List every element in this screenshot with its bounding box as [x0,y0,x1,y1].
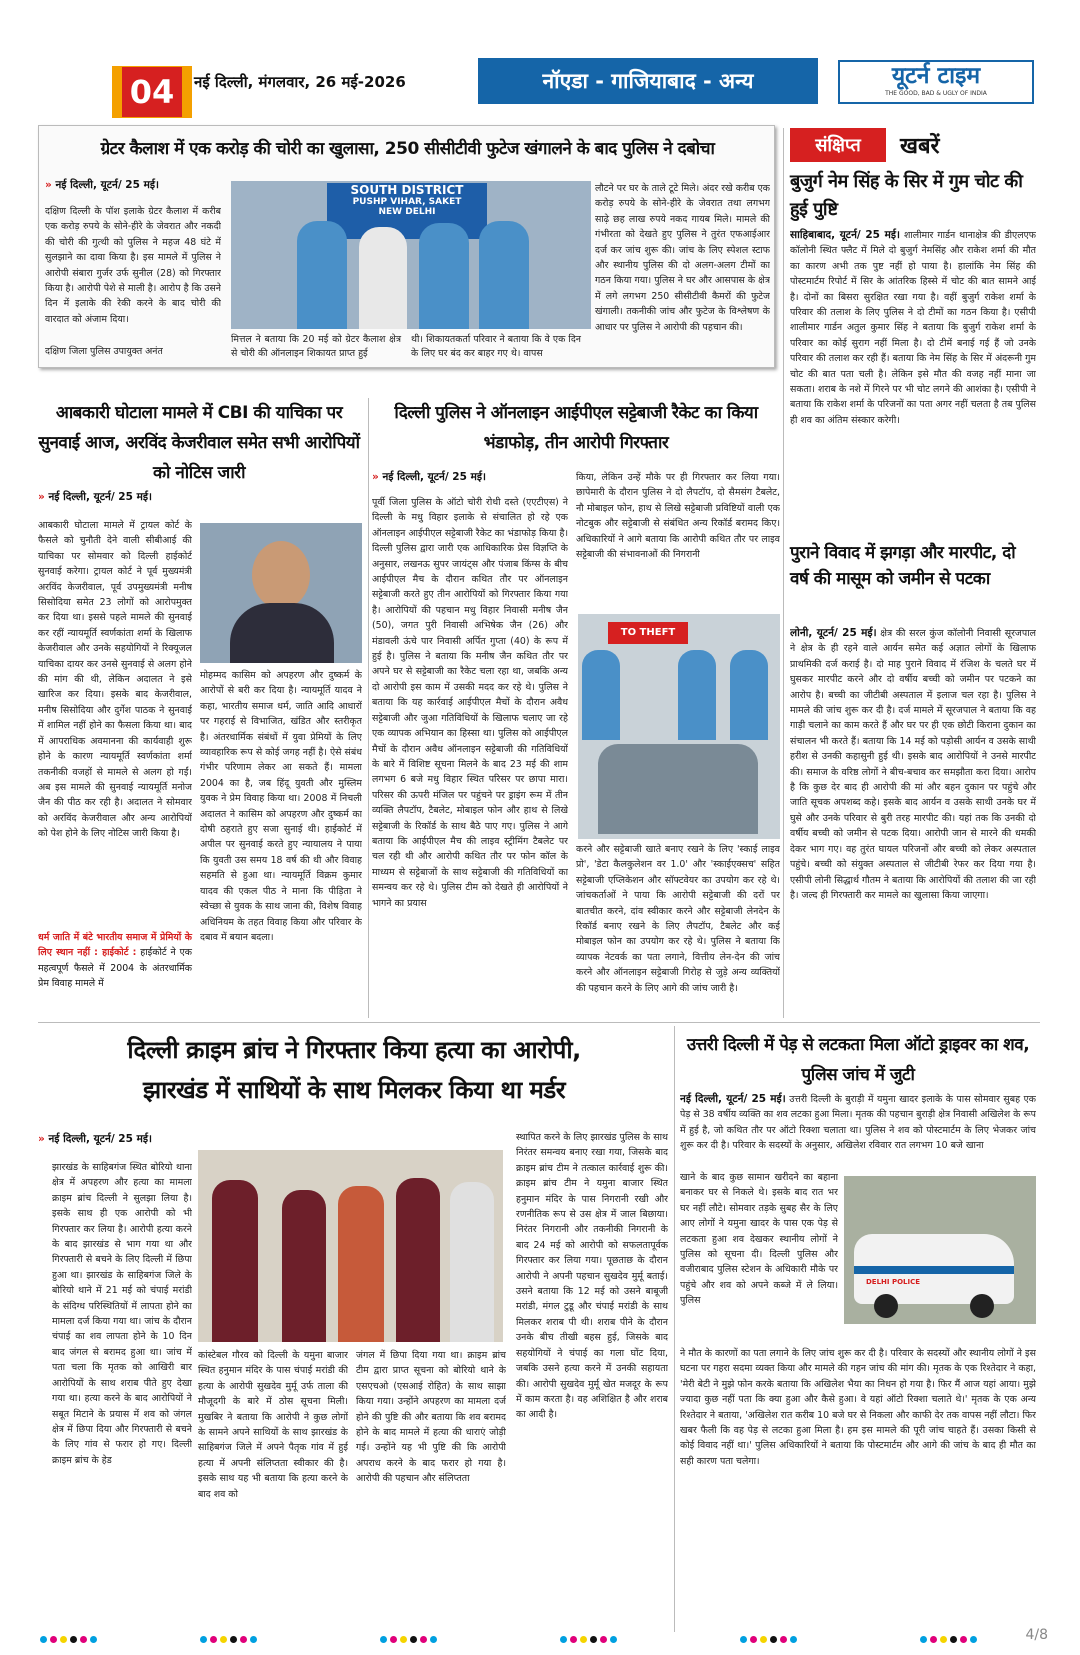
story2-headline: आबकारी घोटाला मामले में CBI की याचिका पर सुनवाई आज, अरविंद केजरीवाल समेत सभी आरोपियों को नोटिस जारी [38,403,360,483]
officer-figure-4 [450,1182,494,1342]
brief1-headline: बुजुर्ग नेम सिंह के सिर में गुम चोट की हुई पुष्टि [790,171,1023,220]
story1-caption-b: थी। शिकायतकर्ता परिवार ने बताया कि वे एक दिन के लिए घर बंद कर बाहर गए थे। वापस [411,334,581,359]
portrait-body [230,603,334,663]
story1-photo [231,181,591,329]
registration-marks [380,1636,437,1643]
story2-subhead: धर्म जाति में बंटे भारतीय समाज में प्रेमियों के लिए स्थान नहीं : हाईकोर्ट : [38,932,192,959]
story1-byline-text: नई दिल्ली, यूटर्न/ 25 मई। [55,179,159,191]
story2-sub [38,930,192,992]
photo-sign-text: SOUTH DISTRICT [350,183,464,197]
story3-byline [372,470,486,484]
officer-figure-1 [582,650,620,740]
story4-byline [38,1132,152,1146]
brief-label-black: खबरें [900,134,940,159]
officer-figure-2 [419,223,469,329]
story3-col1: पूर्वी जिला पुलिस के ऑटो चोरी रोधी दस्ते (एएटीएस) ने दिल्ली के मधु विहार इलाके से संचालित हो रहे एक ऑनलाइन आईपीएल सट्टेबाजी रैकेट का भंडाफोड़ किया है। दिल्ली पुलिस द्वारा जारी एक आधिकारिक प्रेस विज्ञप्ति के अनुसार, लखनऊ सुपर जायंट्स और पंजाब किंग्स के बीच आईपीएल मैच के दौरान कथित तौर पर ऑनलाइन सट्टेबाजी करते हुए तीन आरोपियों को गिरफ्तार किया गया है। आरोपियों की पहचान मधु विहार निवासी मनीष जैन (50), जगत पुरी निवासी अभिषेक जैन (26) और मंडावली ऊंचे पार निवासी अर्पित गुप्ता (40) के रूप में हुई है। पुलिस ने बताया कि मनीष जैन कथित तौर पर अपने घर से सट्टेबाजी का रैकेट चला रहा था, जबकि अन्य दो आरोपी इस काम में उसकी मदद कर रहे थे। पुलिस ने बताया कि यह कार्रवाई आईपीएल मैचों के दौरान अवैध सट्टेबाजी और जुआ गतिविधियों के खिलाफ चलाए जा रहे एक व्यापक अभियान का हिस्सा था। पुलिस को आईपीएल मैचों के दौरान अवैध ऑनलाइन सट्टेबाजी की गतिविधियों के बारे में विशिष्ट सूचना मिलने के बाद 23 मई की शाम लगभग 6 बजे मधु विहार स्थित परिसर पर छापा मारा। परिसर की ऊपरी मंजिल पर पहुंचने पर ड्राइंग रूम में तीन व्यक्ति लैपटॉप, टैबलेट, मोबाइल फोन और हाथ से लिखे सट्टेबाजी के रिकॉर्ड के साथ बैठे पाए गए। पुलिस ने आगे बताया कि आईपीएल मैच की लाइव स्ट्रीमिंग टैबलेट पर चल रही थी और आरोपी कथित तौर पर फोन कॉल के माध्यम से सट्टेबाजों के साथ सट्टेबाजी की गतिविधियों का समन्वय कर रहे थे। पुलिस टीम को देखते ही आरोपियों ने भागने का प्रयास [372,497,568,909]
story2-subbody: हाईकोर्ट ने एक महत्वपूर्ण फैसले में 2004 के अंतरधार्मिक प्रेम विवाह मामले में [38,947,192,990]
page-header [38,52,1040,112]
photo-banner: TO THEFT [608,622,688,644]
car-wheel-2 [970,1294,994,1318]
officer-figure-2 [678,650,716,740]
registration-marks [200,1636,257,1643]
date-line: नई दिल्ली, मंगलवार, 26 मई-2026 [194,73,406,91]
story3-headline: दिल्ली पुलिस ने ऑनलाइन आईपीएल सट्टेबाजी रैकेट का किया भंडाफोड़, तीन आरोपी गिरफ्तार [394,403,758,453]
brief2-body [790,626,1036,1014]
story5-photo [844,1176,1036,1324]
story5-byline: नई दिल्ली, यूटर्न/ 25 मई। [680,1093,786,1105]
story2-divider [368,398,369,1018]
car-label: DELHI POLICE [866,1278,921,1286]
arrow-icon: » [38,1133,49,1145]
section-divider [38,1022,1040,1023]
story4-divider [674,1026,675,1632]
portrait-head [252,541,310,609]
story3-col2b: करने और सट्टेबाजी खाते बनाए रखने के लिए 'स्काई लाइव प्रो', 'डेटा कैलकुलेशन वर 1.0' और 'स्काईएक्सच' सहित सट्टेबाजी एप्लिकेशन और सॉफ्टवेयर का उपयोग कर रहे थे। जांचकर्ताओं ने पाया कि आरोपी सट्टेबाजी की दरों पर बातचीत करने, दांव स्वीकार करने और सट्टेबाजी लेनदेन के रिकॉर्ड बनाए रखने के लिए लैपटॉप, टैबलेट और कई मोबाइल फोन का उपयोग कर रहे थे। पुलिस ने बताया कि व्यापक नेटवर्क का पता लगाने, वित्तीय लेन-देन की जांच करने और ऑनलाइन सट्टेबाजी गिरोह से जुड़े अन्य व्यक्तियों की पहचान करने के लिए आगे की जांच जारी है। [576,844,780,994]
brief-label-red: संक्षिप्त [790,128,886,162]
officer-figure-2 [282,1190,326,1342]
story1-caption-a: मित्तल ने बताया कि 20 मई को ग्रेटर कैलाश क्षेत्र से चोरी की ऑनलाइन शिकायत प्राप्त हुई [231,334,401,359]
brief2-text: क्षेत्र की सरल कुंज कॉलोनी निवासी सूरजपाल ने क्षेत्र के ही रहने वाले आर्यन समेत कई अज्ञात लोगों के खिलाफ प्राथमिकी दर्ज कराई है। दो माह पुराने विवाद में रंजिश के चलते घर में घुसकर मारपीट करने और दो वर्षीय बच्ची को जमीन पर पटकने का आरोप है। बच्ची का जीटीबी अस्पताल में इलाज चल रहा है। पुलिस ने मामले की जांच शुरू कर दी है। दर्ज मामले में सूरजपाल ने बताया कि वह गाड़ी चलाने का काम करते हैं और घर पर ही एक छोटी किराना दुकान का संचालन भी करते हैं। बताया कि 14 मई को पड़ोसी आर्यन व उसके साथी हरीश से उनकी कहासुनी हुई थी। इसके बाद आरोपियों ने उनसे मारपीट की। समाज के वरिष्ठ लोगों ने बीच-बचाव कर समझौता करा दिया। आरोप है कि कुछ देर बाद ही आरोपी की मां और बहन दुकान पर पहुंचे और जाति सूचक अपशब्द कहे। इसके बाद आर्यन व उसके साथी उनके घर में घुसे और उनके परिवार से बुरी तरह मारपीट की। यहां तक कि उनकी दो वर्षीय बच्ची को जमीन से पटक दिया। आरोपी जान से मारने की धमकी देकर भाग गए। वह तुरंत घायल परिजनों और बच्ची को लेकर अस्पताल पहुंचे। बच्ची को संयुक्त अस्पताल से जीटीबी रेफर कर दिया गया है। एसीपी लोनी सिद्धार्थ गौतम ने बताया कि आरोपियों की तलाश की जा रही है। जल्द ही गिरफ्तारी कर मामले का खुलासा किया जाएगा। [790,628,1036,901]
story4-col1: झारखंड के साहिबगंज स्थित बोरियो थाना क्षेत्र में अपहरण और हत्या का मामला क्राइम ब्रांच दिल्ली ने सुलझा लिया है। इसके साथ ही एक आरोपी को भी गिरफ्तार कर लिया है। आरोपी हत्या करने के बाद झारखंड से भाग गया था और गिरफ्तारी से बचने के लिए दिल्ली में छिपा हुआ था। झारखंड के साहिबगंज जिले के बोरियो थाने में 21 मई को चंपाई मरांडी के संदिग्ध परिस्थितियों में लापता होने का मामला दर्ज किया गया था। जांच के दौरान चंपाई का शव लापता होने के 10 दिन बाद जंगल से बरामद हुआ था। जांच में पता चला कि मृतक को आखिरी बार आरोपियों के साथ शराब पीते हुए देखा गया था। हत्या करने के बाद आरोपियों ने सबूत मिटाने के प्रयास में शव को जंगल क्षेत्र में छिपा दिया और गिरफ्तारी से बचने के लिए गांव से फरार हो गए। दिल्ली क्राइम ब्रांच के हेड [52,1162,192,1466]
brief-label [790,128,1036,164]
story4-caption2: जंगल में छिपा दिया गया था। क्राइम ब्रांच टीम द्वारा प्राप्त सूचना को बोरियो थाने के एसएचओ (एसआई रोहित) के साथ साझा किया गया। उन्होंने अपहरण का मामला दर्ज होने की पुष्टि की और बताया कि शव बरामद होने के बाद मामले में हत्या की धाराएं जोड़ी गई। उन्होंने यह भी पुष्टि की कि आरोपी अपराध करने के बाद फरार हो गया है। आरोपी की पहचान और संलिप्तता [356,1350,506,1485]
story2-col2: मोहम्मद कासिम को अपहरण और दुष्कर्म के आरोपों से बरी कर दिया है। न्यायमूर्ति यादव ने कहा, भारतीय समाज धर्म, जाति आदि आधारों पर गहराई से विभाजित, खंडित और स्तरीकृत है। अंतरधार्मिक संबंधों में युवा प्रेमियों के लिए व्यावहारिक रूप से कोई जगह नहीं है। ऐसे संबंध गंभीर परिणाम लेकर आ सकते हैं। मामला 2004 का है, जब हिंदू युवती और मुस्लिम युवक ने प्रेम विवाह किया था। 2008 में निचली अदालत ने कासिम को अपहरण और दुष्कर्म का दोषी ठहराते हुए सजा सुनाई थी। हाईकोर्ट में अपील पर सुनवाई करते हुए न्यायालय ने पाया कि युवती उस समय 18 वर्ष की थी और विवाह सहमति से हुआ था। न्यायमूर्ति विक्रम कुमार यादव की एकल पीठ ने माना कि पीड़िता ने स्वेच्छा से युवक के साथ जाना की, विशेष विवाह अधिनियम के तहत विवाह किया और परिवार के दबाव में बयान बदला। [200,670,362,943]
story4-headline-line1: दिल्ली क्राइम ब्रांच ने गिरफ्तार किया हत्या का आरोपी, [127,1036,581,1064]
story1-col1: दक्षिण दिल्ली के पॉश इलाके ग्रेटर कैलाश में करीब एक करोड़ रुपये के सोने-हीरे के जेवरात और नकदी की चोरी की गुत्थी को पुलिस ने महज 48 घंटे में सुलझाने का दावा किया है। इस मामले में पुलिस ने आरोपी संबारा गुर्जर उर्फ सुनील (28) को गिरफ्तार किया है। आरोपी पेशे से माली है। आरोप है कि उसने दिन में इलाके की रेकी करने के बाद चोरी की वारदात को अंजाम दिया। [45,206,221,325]
photo-sign-text3: NEW DELHI [378,207,436,217]
story5-col-left: खाने के बाद कुछ सामान खरीदने का बहाना बनाकर घर से निकले थे। इसके बाद रात भर घर नहीं लौटे। सोमवार तड़के सुबह सैर के लिए आए लोगों ने यमुना खादर के पास एक पेड़ से लटकता हुआ शव देखकर स्थानीय लोगों ने पुलिस को सूचना दी। दिल्ली पुलिस और वजीराबाद पुलिस स्टेशन के अधिकारी मौके पर पहुंचे और शव को अपने कब्जे में ले लिया। पुलिस [680,1172,838,1307]
brief2-headline: पुराने विवाद में झगड़ा और मारपीट, दो वर्ष की मासूम को जमीन से पटका [790,543,1016,589]
story2-byline [38,490,152,504]
registration-marks [920,1636,977,1643]
section-band: नॉएडा - गाजियाबाद - अन्य [478,58,818,104]
brief1-text: शालीमार गार्डन थानाक्षेत्र की डीएलएफ कॉलोनी स्थित फ्लैट में मिले दो बुजुर्ग नेमसिंह और राकेश शर्मा की मौत का कारण अभी तक पुष्ट नहीं हो पाया है। हालांकि नेम सिंह की पोस्टमार्टम रिपोर्ट में सिर के आंतरिक हिस्से में चोट की बात सामने आई है। दोनों का बिसरा सुरक्षित रखा गया है। वहीं बुजुर्ग राकेश शर्मा के परिवार की तलाश के लिए पुलिस ने दो टीमों का गठन किया है। एसीपी शालीमार गार्डन अतुल कुमार सिंह ने बताया कि बुजुर्ग राकेश शर्मा के परिवार का कोई सुराग नहीं मिला है। दो टीमें बनाई गई हैं जो उनके परिवार की तलाश कर रही हैं। बताया कि नेम सिंह के सिर में अंदरूनी गुम चोट की बात पता चली है। लेकिन इसे मौत की वजह नहीं माना जा सकता। शराब के नशे में गिरने पर भी चोट लगने की आशंका है। एसीपी ने बताया कि राकेश शर्मा के परिजनों का पता अगर नहीं चलता है तब पुलिस ही शव का अंतिम संस्कार करेगी। [790,230,1036,426]
story1-box [38,125,775,368]
registration-marks [560,1636,617,1643]
story2-byline-text: नई दिल्ली, यूटर्न/ 25 मई। [48,491,152,503]
story3-col2: किया, लेकिन उन्हें मौके पर ही गिरफ्तार कर लिया गया। छापेमारी के दौरान पुलिस ने दो लैपटॉप, दो सैमसंग टैबलेट, नौ मोबाइल फोन, हाथ से लिखे सट्टेबाजी प्रविष्टियों वाली एक नोटबुक और सट्टेबाजी से संबंधित अन्य रिकॉर्ड बरामद किए। अधिकारियों ने आगे बताया कि आरोपी कथित तौर पर लाइव सट्टेबाजी की संभावनाओं की निगरानी [576,472,780,561]
kejriwal-photo [200,523,362,663]
accused-figure [338,1186,384,1342]
story3-photo [578,614,780,839]
photo-sign-text2: PUSHP VIHAR, SAKET [352,197,462,207]
story5-tail: ने मौत के कारणों का पता लगाने के लिए जांच शुरू कर दी है। परिवार के सदस्यों और स्थानीय लोगों ने इस घटना पर गहरा सदमा व्यक्त किया और मामले की गहन जांच की मांग की। मृतक के एक रिश्तेदार ने कहा, 'मेरी बेटी ने मुझे फोन करके बताया कि अखिलेश भैया का निधन हो गया है। फिर मैं आज यहां आया। मुझे ज्यादा कुछ नहीं पता कि क्या हुआ और कैसे हुआ। वे यहां ऑटो रिक्शा चलाते थे।' मृतक के एक अन्य रिश्तेदार ने बताया, 'अखिलेश रात करीब 10 बजे घर से निकला और काफी देर तक वापस नहीं लौटा। फिर खबर फैली कि वह पेड़ से लटका हुआ मिला है। हम इस मामले की पूरी जांच चाहते हैं। उसका किसी से कोई विवाद नहीं था।' पुलिस अधिकारियों ने बताया कि पोस्टमार्टम और आगे की जांच के बाद ही मौत का सही कारण पता चलेगा। [680,1348,1036,1467]
registration-marks [40,1636,97,1643]
story1-col3: लौटने पर घर के ताले टूटे मिले। अंदर रखे करीब एक करोड़ रुपये के सोने-हीरे के जेवरात तथा लगभग साढ़े छह लाख रुपये नकद गायब मिले। मामले की गंभीरता को देखते हुए पुलिस ने तुरंत एफआईआर दर्ज कर जांच शुरू की। जांच के लिए स्पेशल स्टाफ और स्थानीय पुलिस की दो अलग-अलग टीमों का गठन किया गया। पुलिस ने घर और आसपास के क्षेत्र में लगे लगभग 250 सीसीटीवी कैमरों की फुटेज खंगाली। तकनीकी जांच और फुटेज के विश्लेषण के आधार पर पुलिस ने आरोपी की पहचान की। [595,183,770,333]
accused-row [598,744,758,834]
arrow-icon: » [372,471,383,483]
story5-lead-text: उत्तरी दिल्ली के बुराड़ी में यमुना खादर इलाके के पास सोमवार सुबह एक पेड़ से 38 वर्षीय व्यक्ति का शव लटका हुआ मिला। मृतक की पहचान बुराड़ी क्षेत्र निवासी अखिलेश के रूप में हुई है, जो कथित तौर पर ऑटो रिक्शा चलाता था। पुलिस ने शव को पोस्टमार्टम के लिए भेजकर जांच शुरू कर दी है। परिवार के सदस्यों के अनुसार, अखिलेश रविवार रात लगभग 10 बजे खाना [680,1094,1036,1152]
brief1-body [790,228,1036,526]
story2-col1: आबकारी घोटाला मामले में ट्रायल कोर्ट के फैसले को चुनौती देने वाली सीबीआई की याचिका पर सोमवार को दिल्ली हाईकोर्ट सुनवाई करेगा। ट्रायल कोर्ट ने पूर्व मुख्यमंत्री अरविंद केजरीवाल, पूर्व उपमुख्यमंत्री मनीष सिसोदिया समेत 23 लोगों को आरोपमुक्त कर दिया था। इससे पहले मामले की सुनवाई कर रहीं न्यायमूर्ति स्वर्णकांता शर्मा के खिलाफ केजरीवाल और उनके सहयोगियों ने रिक्यूजल याचिका दायर कर उनसे सुनवाई से अलग होने की मांग की थी, लेकिन अदालत ने इसे खारिज कर दिया। इसके बाद केजरीवाल, मनीष सिसोदिया और दुर्गेश पाठक ने सुनवाई में शामिल नहीं होने का फैसला किया था। बाद में आपराधिक अवमानना की कार्यवाही शुरू होने के कारण न्यायमूर्ति स्वर्णकांता शर्मा तकनीकी वजहों से मामले से अलग हो गईं। अब इस मामले की सुनवाई न्यायमूर्ति मनोज जैन की पीठ कर रही है। अदालत ने सोमवार को अरविंद केजरीवाल और अन्य आरोपियों को पेश होने के लिए नोटिस जारी किया है। [38,520,192,840]
brief-divider [783,128,784,1018]
car-wheel-1 [874,1294,898,1318]
officer-figure-1 [297,221,347,329]
story4-byline-text: नई दिल्ली, यूटर्न/ 25 मई। [48,1133,152,1145]
story4-headline-line2: झारखंड में साथियों के साथ मिलकर किया था मर्डर [142,1076,566,1104]
story4-photo [198,1150,503,1342]
page-indicator: 4/8 [1025,1627,1048,1643]
story5-headline: उत्तरी दिल्ली में पेड़ से लटकता मिला ऑटो ड्राइवर का शव, पुलिस जांच में जुटी [686,1035,1030,1085]
page-number-badge [112,66,192,118]
story5-lead [680,1092,1036,1170]
story1-byline [45,178,159,192]
logo-tagline: THE GOOD, BAD & UGLY OF INDIA [885,90,987,97]
masthead-logo [838,60,1034,104]
officer-figure-3 [396,1178,440,1342]
story4-col3: स्थापित करने के लिए झारखंड पुलिस के साथ निरंतर समन्वय बनाए रखा गया, जिसके बाद क्राइम ब्रांच टीम ने तत्काल कार्रवाई शुरू की। क्राइम ब्रांच टीम ने यमुना बाजार स्थित हनुमान मंदिर के पास निगरानी रखी और रणनीतिक रूप से उस क्षेत्र में जाल बिछाया। निरंतर निगरानी और तकनीकी निगरानी के बाद 24 मई को आरोपी को सफलतापूर्वक गिरफ्तार कर लिया गया। पूछताछ के दौरान आरोपी ने अपनी पहचान सुखदेव मुर्मू बताई। उसने बताया कि 12 मई को उसने बाबूजी मरांडी, मंगल टुडू और चंपाई मरांडी के साथ मिलकर शराब पी थी। शराब पीने के दौरान उनके बीच तीखी बहस हुई, जिसके बाद सहयोगियों ने चंपाई का गला घोंट दिया, जबकि उसने हत्या करने में उनकी सहायता की। आरोपी सुखदेव मुर्मू खेत मजदूर के रूप में काम करता है। वह अशिक्षित है और शराब का आदी है। [516,1132,668,1421]
accused-figure [359,227,407,329]
brief1-byline: साहिबाबाद, यूटर्न/ 25 मई। [790,229,900,241]
brief2-byline: लोनी, यूटर्न/ 25 मई। [790,627,877,639]
car-stripe [854,1266,1014,1274]
arrow-icon: » [38,491,49,503]
officer-figure-3 [730,650,768,740]
story1-headline: ग्रेटर कैलाश में एक करोड़ की चोरी का खुलासा, 250 सीसीटीवी फुटेज खंगालने के बाद पुलिस ने दबोचा [100,139,715,159]
logo-text: यूटर्न टाइम [891,62,981,89]
story3-byline-text: नई दिल्ली, यूटर्न/ 25 मई। [382,471,486,483]
page-number: 04 [122,67,183,117]
officer-figure-1 [212,1180,258,1342]
story4-caption1: कांस्टेबल गौरव को दिल्ली के यमुना बाजार स्थित हनुमान मंदिर के पास चंपाई मरांडी की हत्या के आरोपी सुखदेव मुर्मू उर्फ ताला की मौजूदगी के बारे में ठोस सूचना मिली। मुखबिर ने बताया कि आरोपी ने कुछ लोगों के सामने अपने साथियों के साथ झारखंड के साहिबगंज जिले में अपने पैतृक गांव में हुई हत्या में अपनी संलिप्तता स्वीकार की है। इसके साथ यह भी बताया कि हत्या करने के बाद शव को [198,1350,348,1500]
arrow-icon: » [45,179,56,191]
registration-marks [740,1636,797,1643]
police-car [854,1234,1014,1304]
story1-col1b: दक्षिण जिला पुलिस उपायुक्त अनंत [45,346,163,357]
officer-figure-3 [479,221,529,329]
